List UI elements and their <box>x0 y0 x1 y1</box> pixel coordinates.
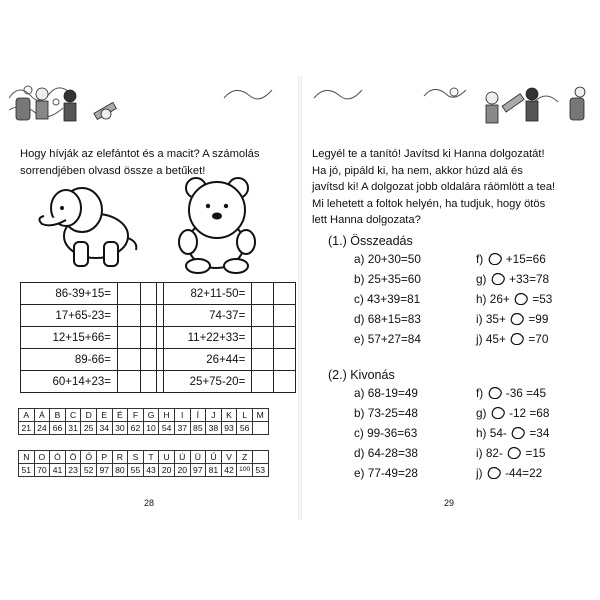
table-row <box>157 371 296 393</box>
answer-cell[interactable] <box>118 305 141 327</box>
addition-problem: a) 20+30=50 <box>354 252 421 266</box>
subtraction-title: (2.) Kivonás <box>328 368 395 382</box>
table-row <box>157 283 296 305</box>
answer-cell[interactable] <box>118 327 141 349</box>
addition-title: (1.) Összeadás <box>328 234 413 248</box>
problem-prefix: g) <box>476 406 487 420</box>
subtraction-problem: a) 68-19=49 <box>354 386 418 400</box>
equation-cell: 86-39+15= <box>21 283 118 305</box>
right-instructions <box>312 146 592 229</box>
page-number: 28 <box>144 498 155 508</box>
code-letter-cell: Ű <box>206 451 222 464</box>
problem-suffix: +33=78 <box>509 272 550 286</box>
teddy-equation-table <box>156 282 296 393</box>
code-letter-cell: P <box>96 451 112 464</box>
equation-cell: 82+11-50= <box>157 283 252 305</box>
letter-cell[interactable] <box>274 327 296 349</box>
problem-prefix: f) <box>476 252 484 266</box>
table-row <box>21 305 164 327</box>
answer-cell[interactable] <box>118 283 141 305</box>
letter-cell[interactable] <box>274 305 296 327</box>
problem-prefix: h) 26+ <box>476 292 510 306</box>
header-decoration-right <box>304 78 596 140</box>
problem-suffix: =34 <box>529 426 550 440</box>
problem-suffix: +15=66 <box>505 252 546 266</box>
tea-stain-icon[interactable] <box>510 333 524 345</box>
table-row <box>21 327 164 349</box>
code-letter-cell: Ö <box>65 451 81 464</box>
code-number-cell: 51 <box>19 464 35 477</box>
addition-problem-blotted <box>476 292 552 306</box>
kids-illustration <box>486 87 585 123</box>
code-letter-cell: S <box>128 451 144 464</box>
answer-cell[interactable] <box>118 349 141 371</box>
problem-suffix: =99 <box>528 312 549 326</box>
equation-cell: 17+65-23= <box>21 305 118 327</box>
code-number-cell: 56 <box>237 422 253 435</box>
answer-cell[interactable] <box>252 283 274 305</box>
elephant-illustration <box>30 180 140 272</box>
subtraction-problem: e) 77-49=28 <box>354 466 418 480</box>
problem-suffix: -44=22 <box>505 466 543 480</box>
code-letter-cell: V <box>221 451 237 464</box>
code-number-cell: 70 <box>34 464 50 477</box>
code-number-cell: 23 <box>65 464 81 477</box>
code-letter-cell: T <box>143 451 159 464</box>
problem-prefix: f) <box>476 386 484 400</box>
code-letter-cell: É <box>112 409 128 422</box>
code-number-cell <box>252 422 268 435</box>
equation-cell: 25+75-20= <box>157 371 252 393</box>
right-instruction-line: javítsd ki! A dolgozat jobb oldalára ráömlött a tea! <box>312 181 556 193</box>
addition-problem-blotted <box>476 312 548 326</box>
code-number-cell: 37 <box>174 422 190 435</box>
letter-cell[interactable] <box>274 283 296 305</box>
code-letter-cell: R <box>112 451 128 464</box>
tea-stain-icon[interactable] <box>488 253 502 265</box>
code-number-cell: 62 <box>128 422 144 435</box>
equation-cell: 60+14+23= <box>21 371 118 393</box>
right-instruction-line: Mi lehetett a foltok helyén, ha tudjuk, hogy ötös <box>312 197 546 210</box>
right-instruction-line: Legyél te a tanító! Javítsd ki Hanna dolgozatát! <box>312 148 545 160</box>
equation-cell: 11+22+33= <box>157 327 252 349</box>
code-letter-cell: N <box>19 451 35 464</box>
code-letter-cell: K <box>221 409 237 422</box>
addition-problem: d) 68+15=83 <box>354 312 421 326</box>
problem-suffix: =15 <box>525 446 546 460</box>
code-number-cell: 25 <box>81 422 97 435</box>
elephant-equation-table <box>20 282 164 393</box>
tea-stain-icon[interactable] <box>514 293 528 305</box>
code-number-cell: 54 <box>159 422 175 435</box>
code-letter-cell: D <box>81 409 97 422</box>
code-number-cell: 55 <box>128 464 144 477</box>
subtraction-problem-blotted <box>476 446 545 460</box>
right-instruction-line: lett Hanna dolgozata? <box>312 214 421 226</box>
table-row <box>21 349 164 371</box>
subtraction-problem-blotted <box>476 466 542 480</box>
code-number-cell: 21 <box>19 422 35 435</box>
code-letter-cell: H <box>159 409 175 422</box>
code-number-cell: 10 <box>143 422 159 435</box>
code-number-cell: 53 <box>252 464 268 477</box>
code-letter-cell: G <box>143 409 159 422</box>
code-number-cell: 100 <box>237 464 253 477</box>
answer-cell[interactable] <box>252 371 274 393</box>
page-number: 29 <box>444 498 455 508</box>
problem-prefix: i) 35+ <box>476 312 506 326</box>
code-number-cell: 93 <box>221 422 237 435</box>
addition-problem: b) 25+35=60 <box>354 272 421 286</box>
left-instruction-line: sorrendjében olvasd össze a betűket! <box>20 164 206 177</box>
code-letter-cell: Ü <box>190 451 206 464</box>
code-letter-cell: O <box>34 451 50 464</box>
problem-prefix: j) 45+ <box>476 332 506 346</box>
code-letter-cell: Á <box>34 409 50 422</box>
subtraction-problem: b) 73-25=48 <box>354 406 418 420</box>
answer-cell[interactable] <box>252 305 274 327</box>
addition-problem: e) 57+27=84 <box>354 332 421 346</box>
equation-cell: 26+44= <box>157 349 252 371</box>
table-row <box>157 349 296 371</box>
tea-stain-icon[interactable] <box>487 467 501 479</box>
letter-code-table-1 <box>18 408 269 435</box>
problem-prefix: g) <box>476 272 487 286</box>
code-letter-cell: B <box>50 409 66 422</box>
answer-cell[interactable] <box>252 349 274 371</box>
code-letter-cell: Ú <box>174 451 190 464</box>
code-letter-cell: Í <box>190 409 206 422</box>
letter-row <box>19 451 269 464</box>
answer-cell[interactable] <box>118 371 141 393</box>
problem-prefix: i) 82- <box>476 446 503 460</box>
code-number-cell: 52 <box>81 464 97 477</box>
code-letter-cell: L <box>237 409 253 422</box>
table-row <box>21 371 164 393</box>
code-number-cell: 85 <box>190 422 206 435</box>
tea-stain-icon[interactable] <box>491 273 505 285</box>
subtraction-problem-blotted <box>476 406 549 420</box>
code-number-cell: 24 <box>34 422 50 435</box>
code-number-cell: 31 <box>65 422 81 435</box>
code-letter-cell: M <box>252 409 268 422</box>
code-letter-cell: E <box>96 409 112 422</box>
equation-cell: 74-37= <box>157 305 252 327</box>
right-instruction-line: Ha jó, pipáld ki, ha nem, akkor húzd alá és <box>312 164 523 177</box>
code-letter-cell: Ő <box>81 451 97 464</box>
header-decoration-left <box>4 78 296 140</box>
code-letter-cell: J <box>206 409 222 422</box>
equation-cell: 89-66= <box>21 349 118 371</box>
tea-stain-icon[interactable] <box>488 387 502 399</box>
code-number-cell: 41 <box>50 464 66 477</box>
code-number-cell: 97 <box>190 464 206 477</box>
teddy-bear-illustration <box>172 174 262 274</box>
code-number-cell: 43 <box>143 464 159 477</box>
tea-stain-icon[interactable] <box>510 313 524 325</box>
addition-problem-blotted <box>476 272 549 286</box>
code-number-cell: 38 <box>206 422 222 435</box>
table-row <box>157 327 296 349</box>
code-letter-cell <box>252 451 268 464</box>
tea-stain-icon[interactable] <box>511 427 525 439</box>
letter-cell[interactable] <box>274 349 296 371</box>
code-number-cell: 81 <box>206 464 222 477</box>
code-letter-cell: F <box>128 409 144 422</box>
left-page <box>4 78 296 518</box>
subtraction-problem: c) 99-36=63 <box>354 426 418 440</box>
problem-suffix: -36 =45 <box>505 386 547 400</box>
number-row <box>19 422 269 435</box>
table-row <box>157 305 296 327</box>
tea-stain-icon[interactable] <box>491 407 505 419</box>
code-number-cell: 97 <box>96 464 112 477</box>
equation-cell: 12+15+66= <box>21 327 118 349</box>
number-row <box>19 464 269 477</box>
subtraction-problem-blotted <box>476 426 549 440</box>
code-letter-cell: A <box>19 409 35 422</box>
problem-suffix: =53 <box>532 292 553 306</box>
code-letter-cell: Z <box>237 451 253 464</box>
book-spine <box>298 76 302 520</box>
table-row <box>21 283 164 305</box>
letter-code-table-2 <box>18 450 269 477</box>
code-number-cell: 20 <box>159 464 175 477</box>
code-number-cell: 34 <box>96 422 112 435</box>
problem-suffix: =70 <box>528 332 549 346</box>
code-number-cell: 30 <box>112 422 128 435</box>
letter-row <box>19 409 269 422</box>
tea-stain-icon[interactable] <box>507 447 521 459</box>
left-instruction-line: Hogy hívják az elefántot és a macit? A számolás <box>20 148 260 160</box>
problem-suffix: -12 =68 <box>509 406 550 420</box>
addition-problem-blotted <box>476 252 546 266</box>
code-number-cell: 66 <box>50 422 66 435</box>
problem-prefix: j) <box>476 466 483 480</box>
code-letter-cell: C <box>65 409 81 422</box>
subtraction-problem: d) 64-28=38 <box>354 446 418 460</box>
code-number-cell: 20 <box>174 464 190 477</box>
addition-problem-blotted <box>476 332 548 346</box>
problem-prefix: h) 54- <box>476 426 507 440</box>
letter-cell[interactable] <box>274 371 296 393</box>
right-page <box>304 78 596 518</box>
addition-problem: c) 43+39=81 <box>354 292 421 306</box>
subtraction-problem-blotted <box>476 386 546 400</box>
code-letter-cell: Ó <box>50 451 66 464</box>
code-number-cell: 80 <box>112 464 128 477</box>
code-letter-cell: I <box>174 409 190 422</box>
answer-cell[interactable] <box>252 327 274 349</box>
code-letter-cell: U <box>159 451 175 464</box>
code-number-cell: 42 <box>221 464 237 477</box>
